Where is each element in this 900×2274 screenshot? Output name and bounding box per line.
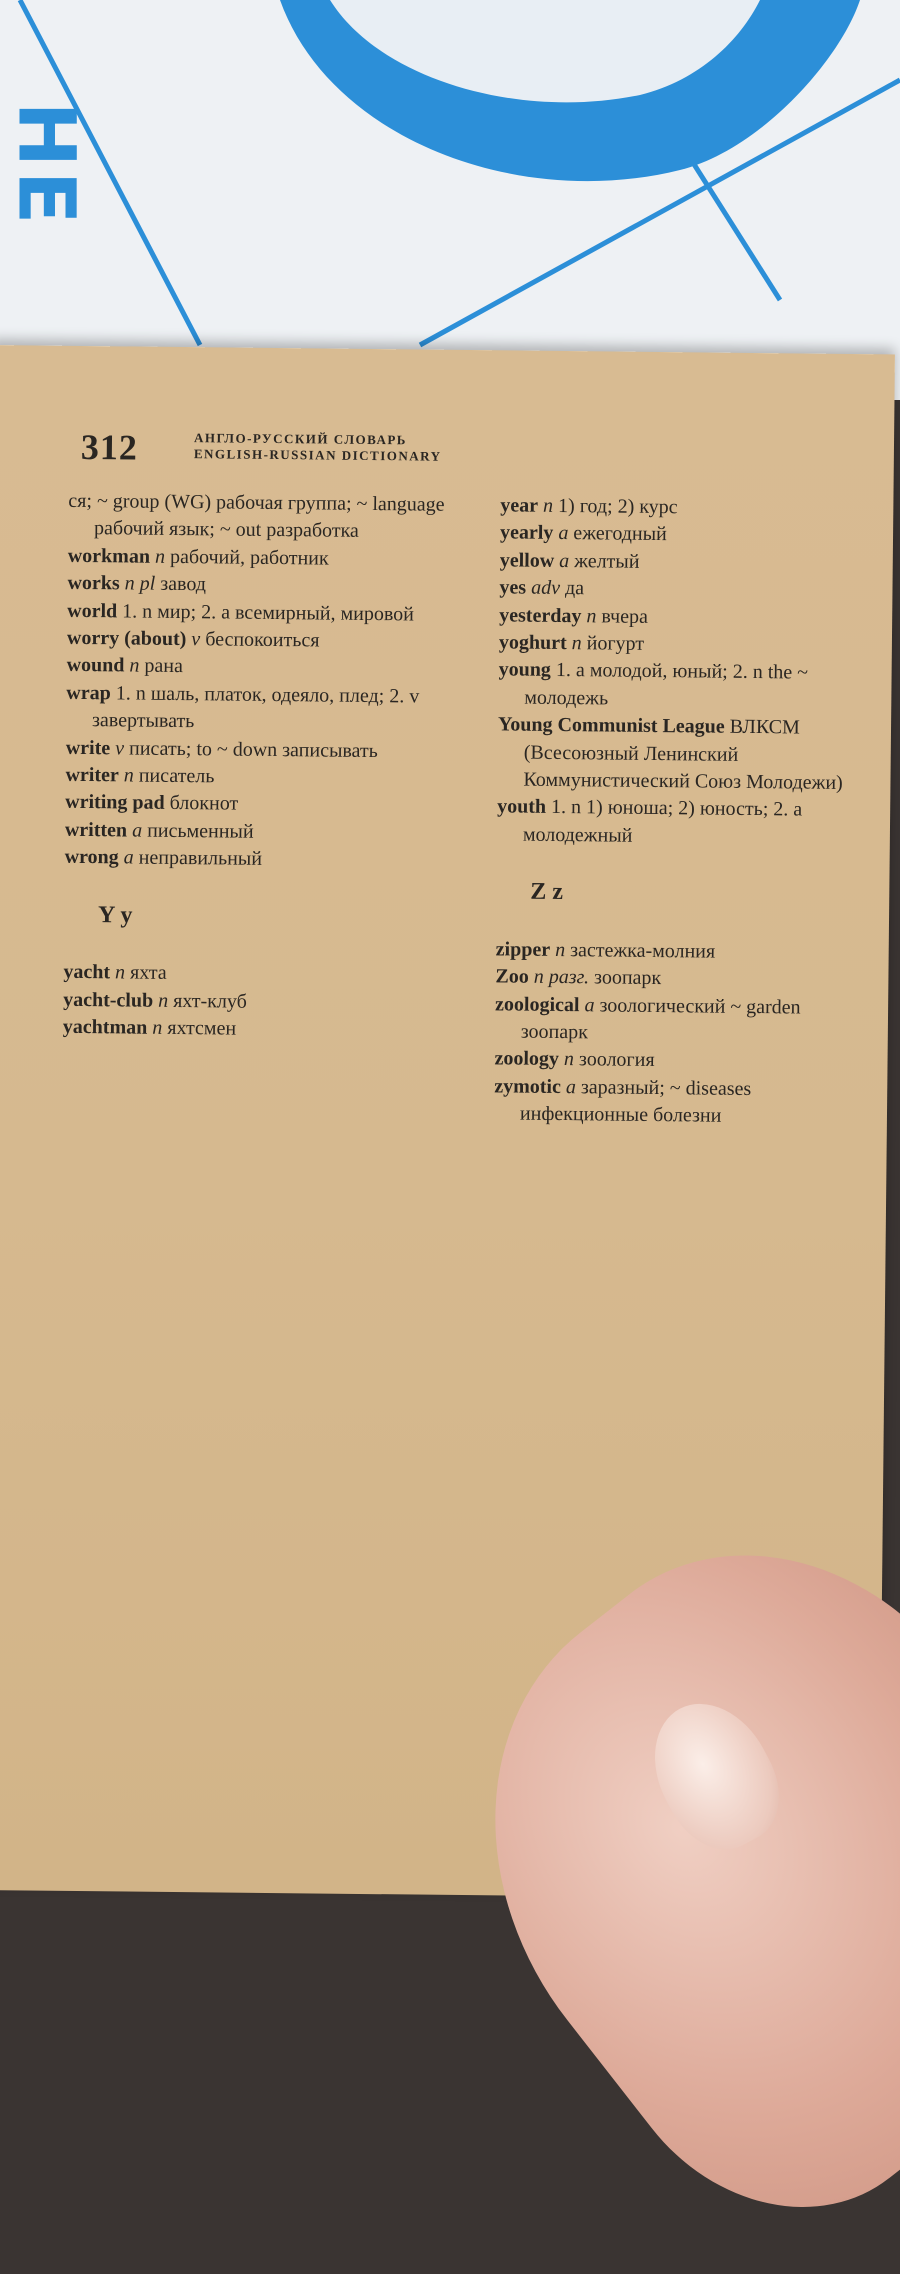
headword: zipper (496, 938, 551, 961)
translation: рабочий, работник (170, 546, 329, 570)
dictionary-entry (63, 1014, 453, 1045)
dictionary-entry (66, 680, 457, 739)
headword: young (499, 659, 551, 682)
grammar-label: a (559, 550, 569, 572)
headword: yes (499, 577, 526, 599)
grammar-label: n (158, 989, 168, 1011)
headword: written (65, 819, 127, 842)
headword: zoological (495, 993, 580, 1016)
translation: 1. n мир; 2. a всемирный, мировой (122, 600, 414, 625)
translation: ВЛКСМ (Всесоюзный Ленинский Коммунистический Союз Молодежи) (523, 716, 842, 794)
headword: world (67, 599, 117, 622)
dictionary-entry (68, 543, 458, 574)
headword: youth (497, 796, 546, 819)
grammar-label: n (572, 632, 582, 654)
translation: 1. n 1) юноша; 2) юность; 2. a молодежный (523, 796, 803, 846)
translation: ся; ~ group (WG) рабочая группа; ~ language рабочий язык; ~ out разработка (68, 490, 444, 542)
translation: писать; to ~ down записывать (129, 737, 378, 762)
translation: зоопарк (594, 966, 661, 989)
dictionary-entry (494, 1073, 870, 1132)
dictionary-entry (68, 488, 459, 547)
cover-print-graphic (0, 0, 900, 400)
grammar-label: n разг. (534, 966, 590, 989)
translation: 1. n шаль, платок, одеяло, плед; 2. v завертывать (92, 682, 419, 732)
grammar-label: a (566, 1076, 576, 1098)
translation: яхт-клуб (173, 989, 247, 1012)
cover-lettering: НЕ (0, 102, 90, 229)
right-column (494, 492, 876, 1131)
grammar-label: a (558, 522, 568, 544)
dictionary-entry (63, 959, 453, 990)
translation: яхта (130, 962, 167, 984)
grammar-label: v (115, 737, 124, 759)
dictionary-entry (494, 1046, 869, 1077)
translation: желтый (574, 550, 640, 573)
translation: зоологический ~ garden зоопарк (521, 994, 801, 1043)
grammar-label: n (124, 764, 134, 786)
translation: ежегодный (573, 523, 667, 546)
dictionary-entry (497, 712, 873, 798)
translation: рана (144, 655, 183, 677)
grammar-label: a (124, 847, 134, 869)
headword: yachtman (63, 1016, 148, 1039)
translation: заразный; ~ diseases инфекционные болезни (520, 1076, 751, 1127)
dictionary-entry (495, 991, 871, 1050)
grammar-label: n (564, 1048, 574, 1070)
headword: zymotic (494, 1075, 561, 1098)
headword: yacht-club (63, 988, 153, 1011)
grammar-label: n pl (125, 573, 156, 595)
dictionary-entry (65, 762, 455, 793)
translation: беспокоиться (205, 628, 319, 651)
running-head-ru: АНГЛО-РУССКИЙ СЛОВАРЬ (194, 430, 442, 449)
translation: застежка-молния (570, 939, 715, 963)
headword: works (67, 572, 119, 595)
headword: wrap (66, 682, 111, 704)
grammar-label: a (132, 819, 142, 841)
translation: писатель (139, 765, 215, 788)
headword: worry (about) (67, 627, 187, 650)
dictionary-entry (500, 520, 875, 551)
grammar-label: n (152, 1017, 162, 1039)
page-content (69, 426, 879, 434)
grammar-label: n (129, 655, 139, 677)
headword: yacht (63, 961, 110, 983)
translation: 1) год; 2) курс (558, 495, 678, 518)
headword: wound (67, 654, 125, 677)
dictionary-entry (495, 963, 870, 994)
dictionary-entry (64, 844, 454, 875)
page-number: 312 (81, 426, 138, 469)
dictionary-entry (499, 575, 874, 606)
headword: yesterday (499, 604, 581, 627)
grammar-label: a (584, 994, 594, 1016)
running-head-en: ENGLISH-RUSSIAN DICTIONARY (194, 446, 442, 465)
right-entries-y (497, 492, 876, 852)
dictionary-entry (496, 936, 871, 967)
headword: yearly (500, 522, 554, 545)
dictionary-entry (65, 789, 455, 820)
translation: да (565, 577, 584, 599)
grammar-label: v (191, 628, 200, 650)
headword: year (500, 494, 538, 516)
translation: неправильный (139, 847, 262, 870)
grammar-label: n (115, 961, 125, 983)
left-entries-w (64, 488, 458, 876)
headword: Young Communist League (498, 714, 725, 738)
translation: письменный (147, 820, 254, 843)
dictionary-entry (499, 602, 874, 633)
translation: яхтсмен (167, 1017, 236, 1040)
dictionary-entry (63, 986, 453, 1017)
dictionary-entry (499, 629, 874, 660)
headword: writer (65, 764, 119, 787)
grammar-label: n (155, 546, 165, 568)
dictionary-entry (500, 547, 875, 578)
right-entries-z (494, 936, 871, 1132)
dictionary-entry (67, 597, 457, 628)
headword: wrong (65, 846, 119, 869)
dictionary-entry (66, 734, 456, 765)
translation: 1. a молодой, юный; 2. n the ~ молодежь (524, 659, 808, 709)
left-column (63, 488, 459, 1045)
dictionary-entry (67, 625, 457, 656)
dictionary-entry (497, 794, 873, 853)
dictionary-entry (66, 652, 456, 683)
translation: вчера (601, 605, 648, 627)
headword: Zoo (495, 965, 529, 987)
left-entries-y (63, 959, 454, 1045)
dictionary-entry (67, 570, 457, 601)
dictionary-entry (498, 657, 874, 716)
headword: write (66, 736, 111, 758)
section-letter-z: Z z (530, 879, 871, 910)
headword: writing pad (65, 791, 165, 814)
running-head (194, 430, 442, 465)
dictionary-entry (65, 817, 455, 848)
dictionary-entry (500, 492, 875, 523)
headword: zoology (494, 1048, 559, 1071)
grammar-label: adv (531, 577, 560, 599)
headword: yoghurt (499, 631, 567, 654)
headword: yellow (500, 549, 555, 572)
translation: завод (160, 573, 206, 595)
section-letter-y: Y y (98, 902, 454, 933)
grammar-label: n (543, 495, 553, 517)
headword: workman (68, 545, 150, 568)
grammar-label: n (586, 605, 596, 627)
book-cover-background (0, 0, 900, 400)
translation: йогурт (587, 632, 645, 655)
translation: зоология (579, 1049, 655, 1072)
translation: блокнот (170, 792, 239, 815)
grammar-label: n (555, 939, 565, 961)
